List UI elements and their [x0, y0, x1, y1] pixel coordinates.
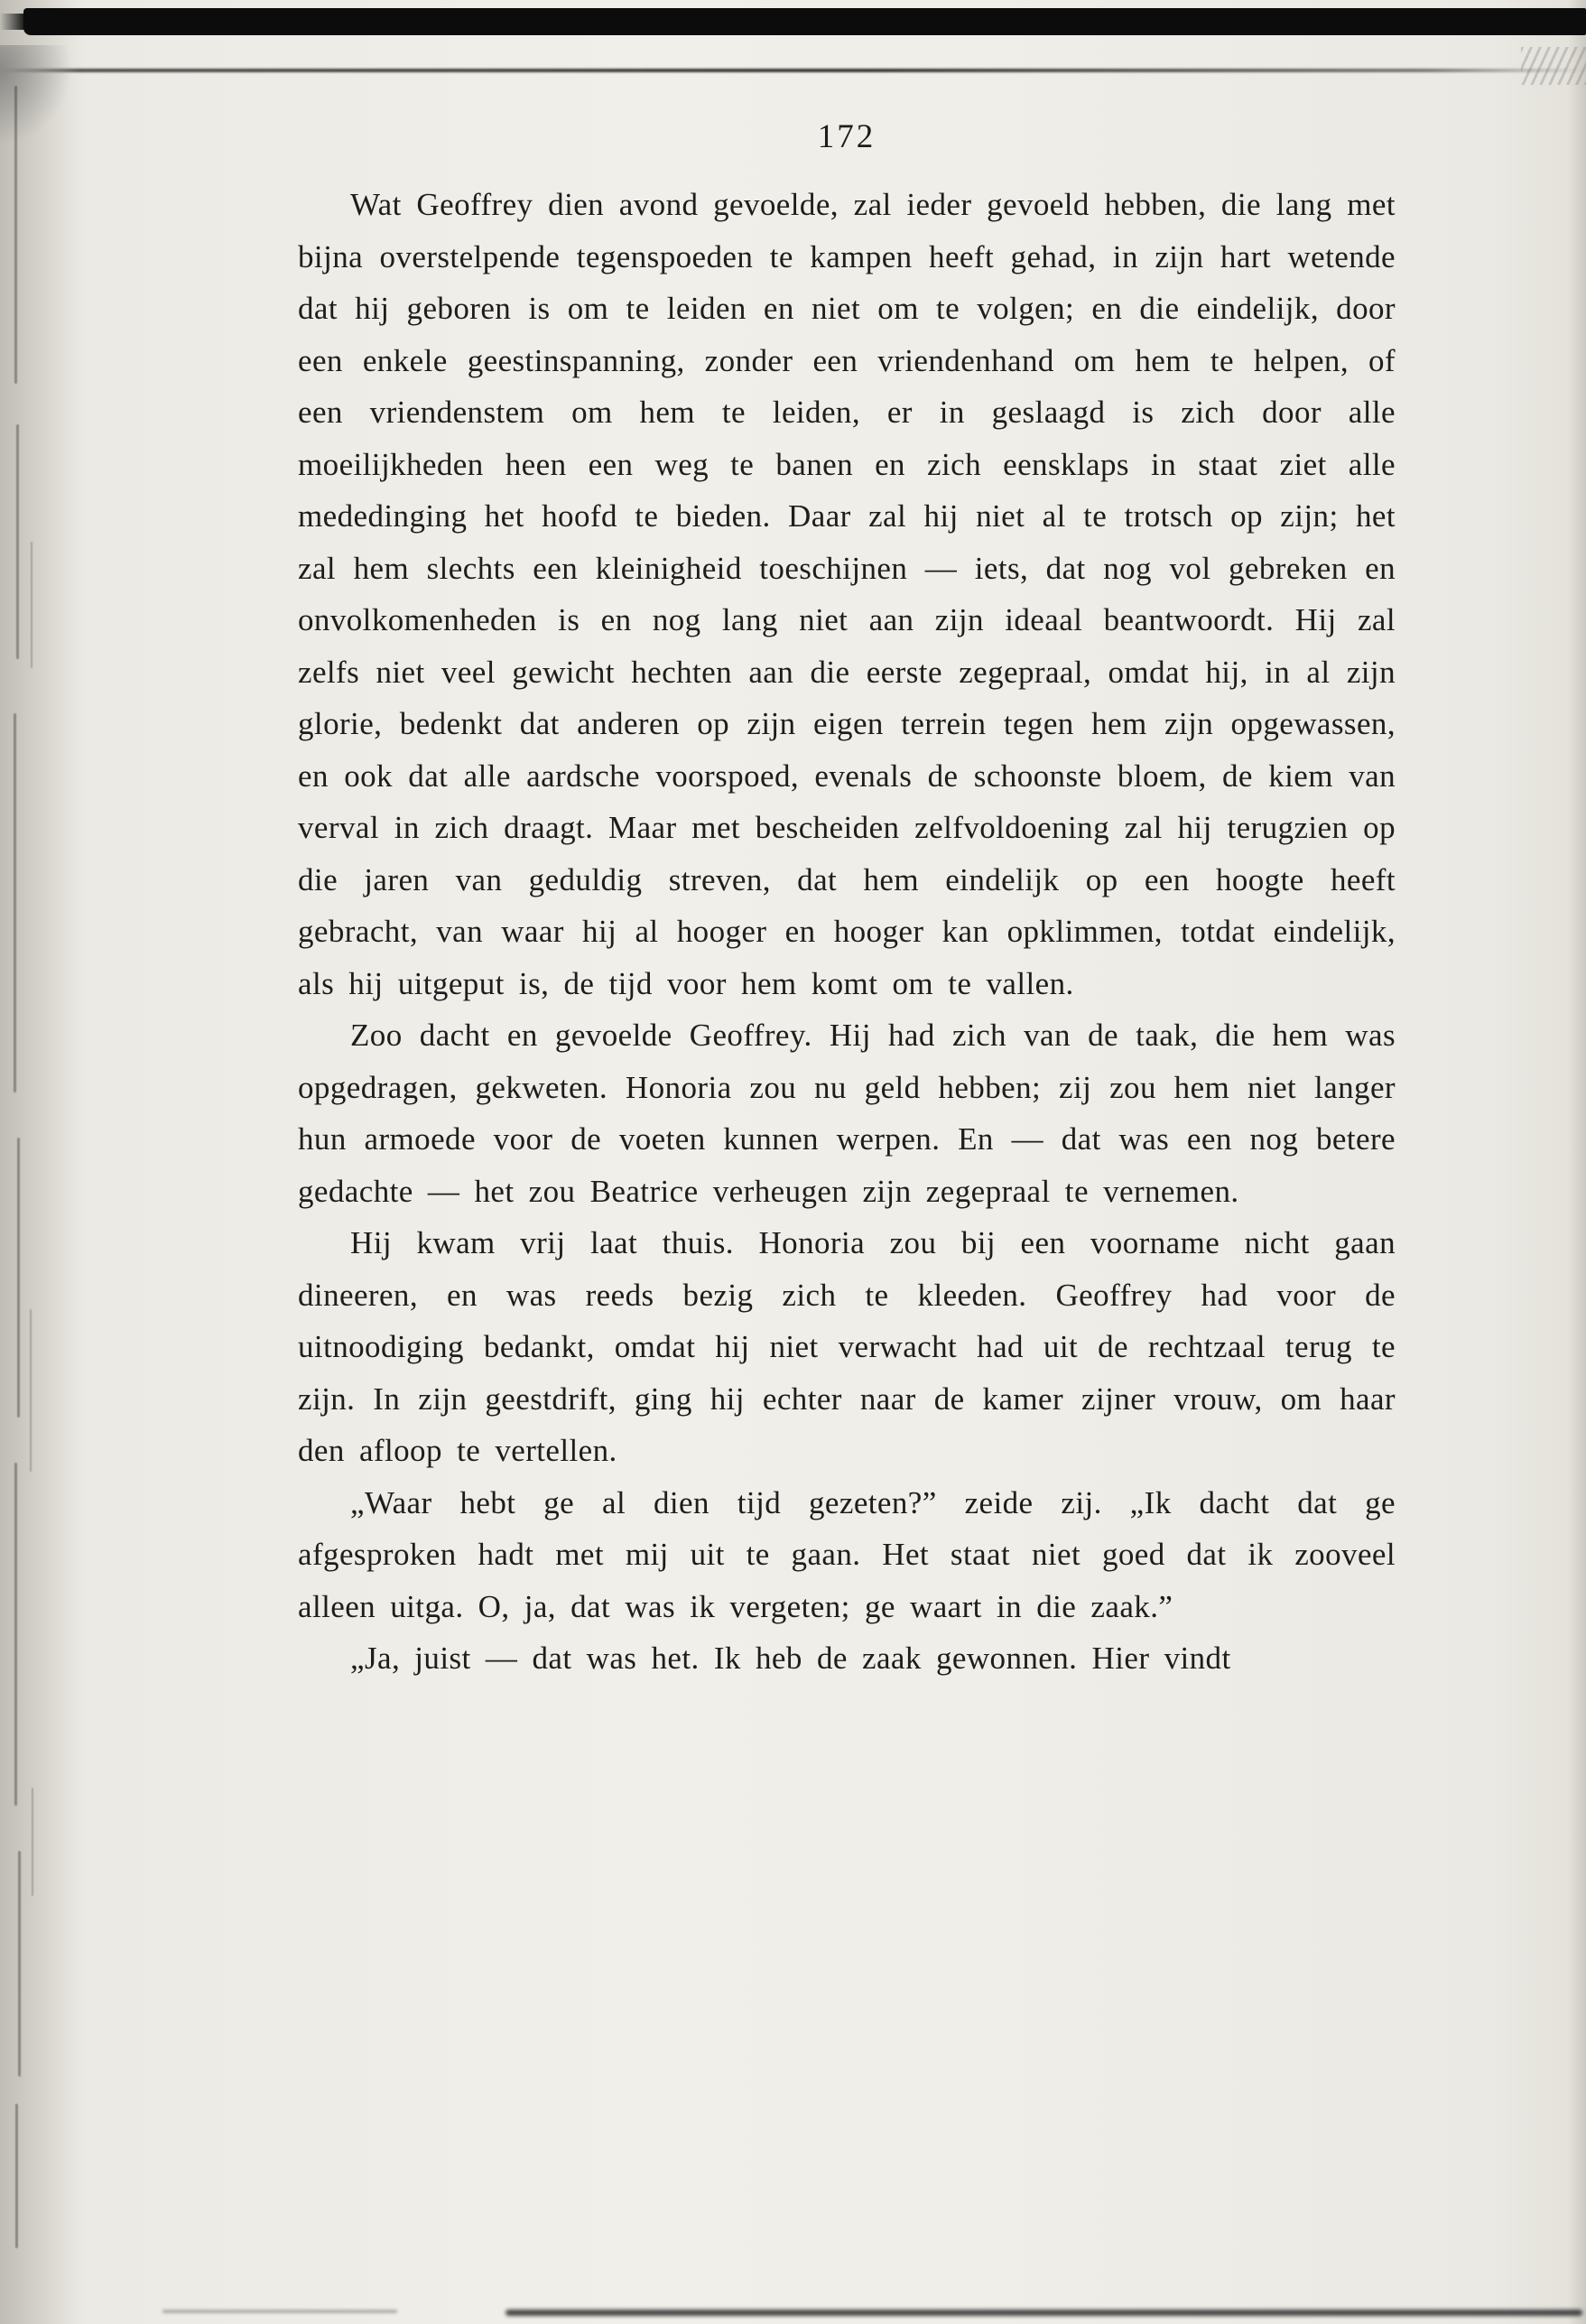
scan-artifact-binding-mark — [16, 424, 19, 659]
scan-artifact-bottom-mark — [162, 2310, 397, 2313]
scan-artifact-binding-mark — [14, 86, 17, 384]
binding-shadow — [0, 0, 86, 2324]
paragraph-2: Zoo dacht en gevoelde Geoffrey. Hij had zich van de taak, die hem was opgedragen, gekweten. Honoria zou nu geld hebben; zij zou hem niet langer hun armoede voor de voeten kunnen werpen. En — dat was een nog betere gedachte — het zou Beatrice verheugen zijn zegepraal te vernemen. — [298, 1018, 1396, 1209]
scan-artifact-hatch-marks — [1521, 47, 1586, 85]
scan-artifact-binding-mark — [17, 1138, 20, 1418]
scan-artifact-binding-mark — [18, 1851, 21, 2077]
text-block — [298, 179, 1396, 1685]
scan-artifact-binding-mark — [32, 1788, 33, 1896]
scan-artifact-binding-mark — [14, 713, 16, 1092]
page-edge-shadow — [1568, 0, 1586, 2324]
scan-artifact-binding-mark — [15, 2104, 18, 2248]
scan-artifact-binding-mark — [14, 1463, 17, 1806]
page-number: 172 — [817, 118, 876, 155]
scan-artifact-corner-smudge — [0, 45, 72, 144]
scan-artifact-bottom-smudge — [505, 2310, 1582, 2316]
paragraph-3: Hij kwam vrij laat thuis. Honoria zou bij een voorname nicht gaan dineeren, en was reeds bezig zich te kleeden. Geoffrey had voor de uitnoodiging bedankt, omdat hij niet verwacht had uit de rechtzaal terug te zijn. In zijn geestdrift, ging hij echter naar de kamer zijner vrouw, om haar den afloop te vertellen. — [298, 1225, 1396, 1468]
paragraph-4: „Waar hebt ge al dien tijd gezeten?” zeide zij. „Ik dacht dat ge afgesproken hadt met mij uit te gaan. Het staat niet goed dat ik zooveel alleen uitga. O, ja, dat was ik vergeten; ge waart in die zaak.” — [298, 1484, 1396, 1624]
scan-artifact-binding-mark — [30, 1309, 32, 1472]
scan-artifact-page-edge — [0, 69, 1586, 72]
paragraph-5: „Ja, juist — dat was het. Ik heb de zaak gewonnen. Hier vindt — [350, 1641, 1231, 1676]
paragraph-1: Wat Geoffrey dien avond gevoelde, zal ieder gevoeld hebben, die lang met bijna overstelpende tegenspoeden te kampen heeft gehad, in zijn hart wetende dat hij geboren is om te leiden en niet om te volgen; en die eindelijk, door een enkele geestinspanning, zonder een vriendenhand om hem te helpen, of een vriendenstem om hem te leiden, er in geslaagd is zich door alle moeilijkheden heen een weg te banen en zich eensklaps in staat ziet alle mededinging het hoofd te bieden. Daar zal hij niet al te trotsch op zijn; het zal hem slechts een kleinigheid toeschijnen — iets, dat nog vol gebreken en onvolkomenheden is en nog lang niet aan zijn ideaal beantwoordt. Hij zal zelfs niet veel gewicht hechten aan die eerste zegepraal, omdat hij, in al zijn glorie, bedenkt dat anderen op zijn eigen terrein tegen hem zijn opgewassen, en ook dat alle aardsche voorspoed, evenals de schoonste bloem, de kiem van verval in zich draagt. Maar met bescheiden zelfvoldoening zal hij terugzien op die jaren van geduldig streven, dat hem eindelijk op een hoogte heeft gebracht, van waar hij al hooger en hooger kan opklimmen, totdat eindelijk, als hij uitgeput is, de tijd voor hem komt om te vallen. — [298, 187, 1396, 1001]
scan-artifact-binding-mark — [31, 542, 32, 668]
scan-artifact-top-bar — [23, 8, 1586, 35]
